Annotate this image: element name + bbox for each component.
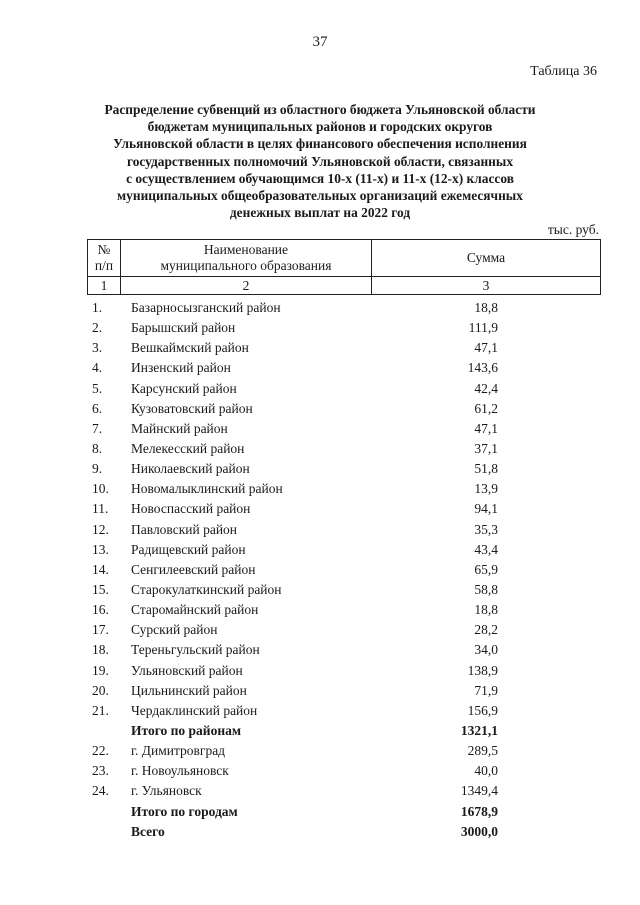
title-line: денежных выплат на 2022 год <box>229 205 411 221</box>
row-number: 20. <box>92 682 109 698</box>
row-number: 3. <box>92 340 103 356</box>
row-number: 5. <box>92 380 103 396</box>
row-value: 3000,0 <box>460 823 498 839</box>
row-number: 15. <box>92 581 109 597</box>
header-col2: 2 <box>120 277 371 295</box>
row-name: Сурский район <box>131 622 218 638</box>
row-number: 17. <box>92 622 109 638</box>
title-line: Распределение субвенций из областного бюджета Ульяновской области <box>104 102 536 117</box>
row-value: 143,6 <box>467 360 498 376</box>
row-name: Итого по городам <box>131 803 238 819</box>
row-number: 12. <box>92 521 109 537</box>
table-header <box>87 239 601 295</box>
table-row <box>0 761 640 781</box>
table-row <box>0 419 640 439</box>
row-value: 47,1 <box>474 420 498 436</box>
table-row <box>0 701 640 721</box>
table-row <box>0 640 640 660</box>
row-name: Кузоватовский район <box>131 400 253 416</box>
table-row <box>0 741 640 761</box>
row-value: 13,9 <box>474 481 498 497</box>
row-number: 13. <box>92 541 109 557</box>
table-row <box>0 620 640 640</box>
row-number: 11. <box>92 501 109 517</box>
row-name: Цильнинский район <box>131 682 247 698</box>
table-row <box>0 580 640 600</box>
header-col3: 3 <box>372 277 601 295</box>
row-name: Чердаклинский район <box>131 702 258 718</box>
header-sum-cell: Сумма <box>372 240 601 277</box>
table-row <box>0 520 640 540</box>
row-value: 71,9 <box>474 682 498 698</box>
row-value: 289,5 <box>467 743 498 759</box>
title-line: государственных полномочий Ульяновской области, связанных <box>126 153 514 169</box>
row-name: Радищевский район <box>131 541 246 557</box>
header-number-cell <box>88 240 121 277</box>
row-name: г. Ульяновск <box>131 783 202 799</box>
title-line: Ульяновской области в целях финансового обеспечения исполнения <box>113 136 527 152</box>
table-row <box>0 298 640 318</box>
row-value: 94,1 <box>474 501 498 517</box>
title-line: с осуществлением обучающимся 10-х (11-х) и 11-х (12-х) классов <box>126 170 514 186</box>
row-name: Павловский район <box>131 521 238 537</box>
table-label: Таблица 36 <box>530 64 597 79</box>
row-value: 42,4 <box>474 380 498 396</box>
title-line: бюджетам муниципальных районов и городских округов <box>147 119 493 135</box>
row-number: 2. <box>92 320 103 336</box>
row-name: Тереньгульский район <box>131 642 260 658</box>
total-row <box>0 721 640 741</box>
row-value: 40,0 <box>474 763 498 779</box>
row-number: 10. <box>92 481 109 497</box>
row-name: Старокулаткинский район <box>131 581 282 597</box>
row-name: г. Димитровград <box>131 743 226 759</box>
table-row <box>0 338 640 358</box>
table-row <box>0 379 640 399</box>
table-row <box>0 661 640 681</box>
row-name: Базарносызганский район <box>131 300 281 315</box>
row-name: Ульяновский район <box>131 662 243 678</box>
total-row <box>0 822 640 842</box>
row-number: 23. <box>92 763 109 779</box>
row-number: 14. <box>92 561 109 577</box>
row-number: 7. <box>92 420 103 436</box>
row-number: 16. <box>92 602 109 618</box>
row-value: 28,2 <box>474 622 498 638</box>
row-value: 1321,1 <box>460 722 498 738</box>
table-row <box>0 479 640 499</box>
row-name: г. Новоульяновск <box>131 763 229 779</box>
units-label: тыс. руб. <box>547 222 599 237</box>
row-value: 1349,4 <box>460 783 498 799</box>
document-title <box>60 101 580 221</box>
row-name: Карсунский район <box>131 380 237 396</box>
row-value: 156,9 <box>467 702 498 718</box>
row-number: 19. <box>92 662 109 678</box>
row-name: Всего <box>131 823 165 839</box>
row-number: 6. <box>92 400 103 416</box>
table-row <box>0 459 640 479</box>
row-name: Новоспасский район <box>131 501 251 517</box>
table-body <box>0 298 640 842</box>
row-value: 18,8 <box>474 300 498 315</box>
row-name: Барышский район <box>131 320 236 336</box>
row-value: 111,9 <box>468 320 498 336</box>
table-row <box>0 540 640 560</box>
row-name: Сенгилеевский район <box>131 561 256 577</box>
row-number: 22. <box>92 743 109 759</box>
table-row <box>0 399 640 419</box>
row-value: 51,8 <box>474 461 498 477</box>
row-number: 9. <box>92 461 103 477</box>
table-row <box>0 358 640 378</box>
row-name: Вешкаймский район <box>131 340 249 356</box>
table-row <box>0 681 640 701</box>
row-name: Новомалыклинский район <box>131 481 283 497</box>
page-number: 37 <box>312 34 328 50</box>
title-line: муниципальных общеобразовательных организаций ежемесячных <box>117 188 523 204</box>
row-value: 61,2 <box>474 400 498 416</box>
row-name: Мелекесский район <box>131 440 245 456</box>
row-number: 18. <box>92 642 109 658</box>
row-value: 65,9 <box>474 561 498 577</box>
table-row <box>0 600 640 620</box>
row-name: Инзенский район <box>131 360 231 376</box>
row-value: 138,9 <box>467 662 498 678</box>
row-value: 18,8 <box>474 602 498 618</box>
row-number: 8. <box>92 440 103 456</box>
row-value: 47,1 <box>474 340 498 356</box>
table-row <box>0 499 640 519</box>
header-number-line1: № <box>97 242 111 257</box>
row-value: 37,1 <box>474 440 498 456</box>
header-col1: 1 <box>88 277 121 295</box>
row-value: 58,8 <box>474 581 498 597</box>
row-value: 43,4 <box>474 541 498 557</box>
total-row <box>0 802 640 822</box>
header-number-line2: п/п <box>94 258 114 273</box>
row-number: 4. <box>92 360 103 376</box>
row-number: 21. <box>92 702 109 718</box>
row-number: 24. <box>92 783 109 799</box>
row-name: Майнский район <box>131 420 228 436</box>
row-value: 1678,9 <box>460 803 498 819</box>
row-name: Старомайнский район <box>131 602 259 618</box>
table-row <box>0 439 640 459</box>
header-name-line1: Наименование <box>203 242 289 257</box>
table-row <box>0 318 640 338</box>
header-name-line2: муниципального образования <box>160 258 332 273</box>
row-number: 1. <box>92 300 103 315</box>
row-name: Итого по районам <box>131 722 242 738</box>
table-row <box>0 560 640 580</box>
header-name-cell <box>120 240 371 277</box>
table-row <box>0 781 640 801</box>
row-value: 34,0 <box>474 642 498 658</box>
row-value: 35,3 <box>474 521 498 537</box>
row-name: Николаевский район <box>131 461 250 477</box>
